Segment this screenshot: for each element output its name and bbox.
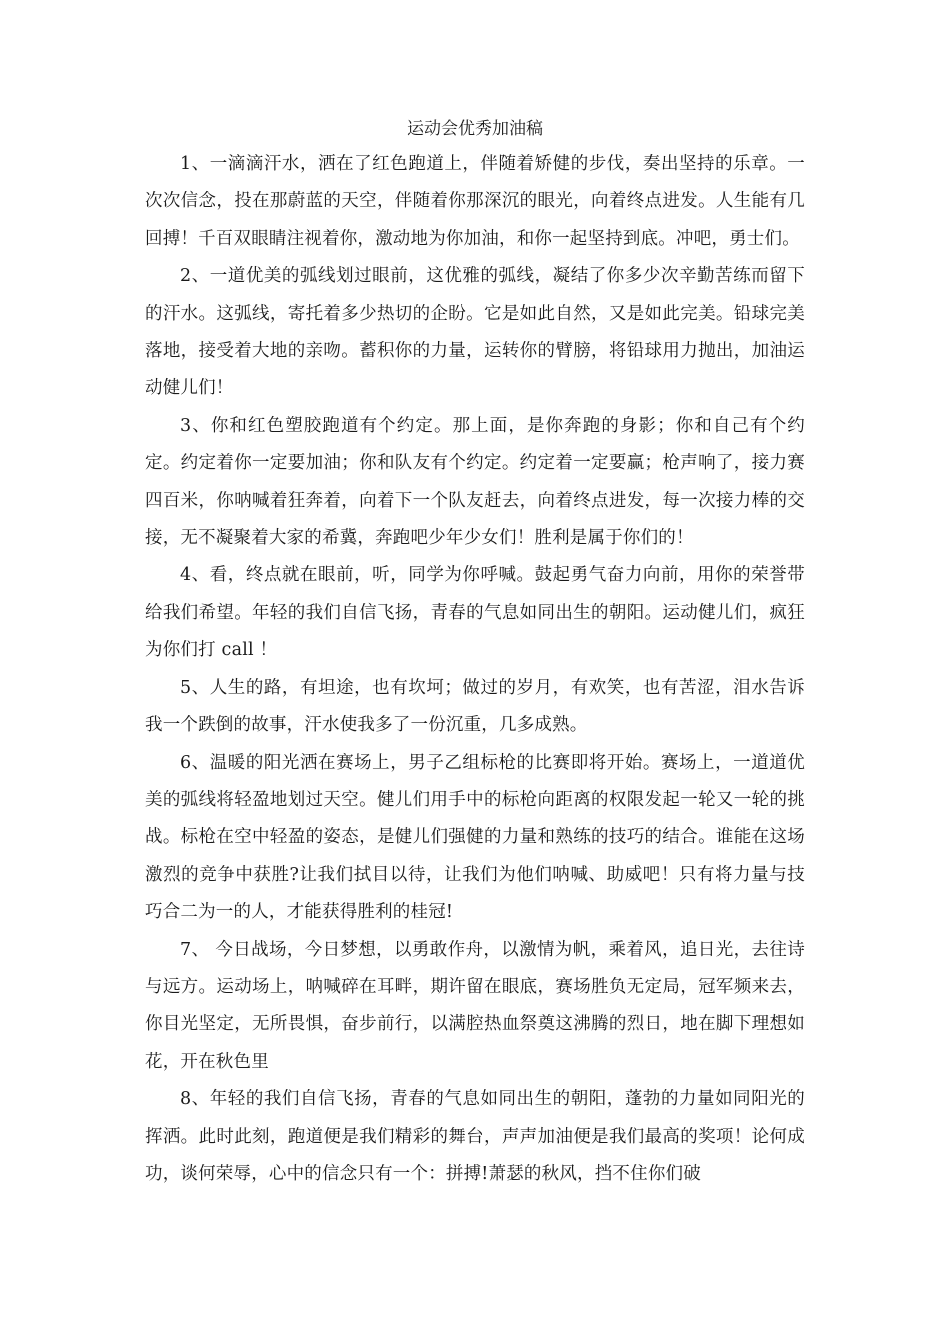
paragraph-2: 2、一道优美的弧线划过眼前，这优雅的弧线，凝结了你多少次辛勤苦练而留下的汗水。这弧线，寄托着多少热切的企盼。它是如此自然，又是如此完美。铅球完美落地，接受着大地的亲吻。蓄积你的力量，运转你的臂膀，将铅球用力抛出，加油运动健儿们！	[145, 266, 805, 399]
paragraph-1: 1、一滴滴汗水，洒在了红色跑道上，伴随着矫健的步伐，奏出坚持的乐章。一次次信念，投在那蔚蓝的天空，伴随着你那深沉的眼光，向着终点进发。人生能有几回搏！千百双眼睛注视着你，激动地为你加油，和你一起坚持到底。冲吧，勇士们。	[145, 154, 805, 249]
paragraph-7: 7、 今日战场，今日梦想，以勇敢作舟，以激情为帆，乘着风，追日光，去往诗与远方。运动场上，呐喊碎在耳畔，期许留在眼底，赛场胜负无定局，冠军频来去，你目光坚定，无所畏惧，奋步前行，以满腔热血祭奠这沸腾的烈日，地在脚下理想如花，开在秋色里	[145, 939, 805, 1072]
paragraph-5: 5、人生的路，有坦途，也有坎坷；做过的岁月，有欢笑，也有苦涩，泪水告诉我一个跌倒的故事，汗水使我多了一份沉重，几多成熟。	[145, 677, 805, 736]
document-body	[145, 112, 805, 1193]
paragraph-3: 3、你和红色塑胶跑道有个约定。那上面，是你奔跑的身影；你和自己有个约定。约定着你一定要加油；你和队友有个约定。约定着一定要赢；枪声响了，接力赛四百米，你呐喊着狂奔着，向着下一个队友赶去，向着终点进发，每一次接力棒的交接，无不凝聚着大家的希冀，奔跑吧少年少女们！胜利是属于你们的！	[145, 415, 805, 549]
document-title: 运动会优秀加油稿	[407, 119, 543, 139]
paragraph-6: 6、温暖的阳光洒在赛场上，男子乙组标枪的比赛即将开始。赛场上，一道道优美的弧线将轻盈地划过天空。健儿们用手中的标枪向距离的权限发起一轮又一轮的挑战。标枪在空中轻盈的姿态，是健儿们强健的力量和熟练的技巧的结合。谁能在这场激烈的竞争中获胜?让我们拭目以待，让我们为他们呐喊、助威吧！只有将力量与技巧合二为一的人，才能获得胜利的桂冠!	[145, 752, 805, 923]
paragraph-8: 8、年轻的我们自信飞扬，青春的气息如同出生的朝阳，蓬勃的力量如同阳光的挥洒。此时此刻，跑道便是我们精彩的舞台，声声加油便是我们最高的奖项！论何成功，谈何荣辱，心中的信念只有一个：拼搏!萧瑟的秋风，挡不住你们破	[145, 1089, 805, 1184]
paragraph-4: 4、看，终点就在眼前，听，同学为你呼喊。鼓起勇气奋力向前，用你的荣誉带给我们希望。年轻的我们自信飞扬，青春的气息如同出生的朝阳。运动健儿们，疯狂为你们打 call ！	[145, 565, 805, 661]
